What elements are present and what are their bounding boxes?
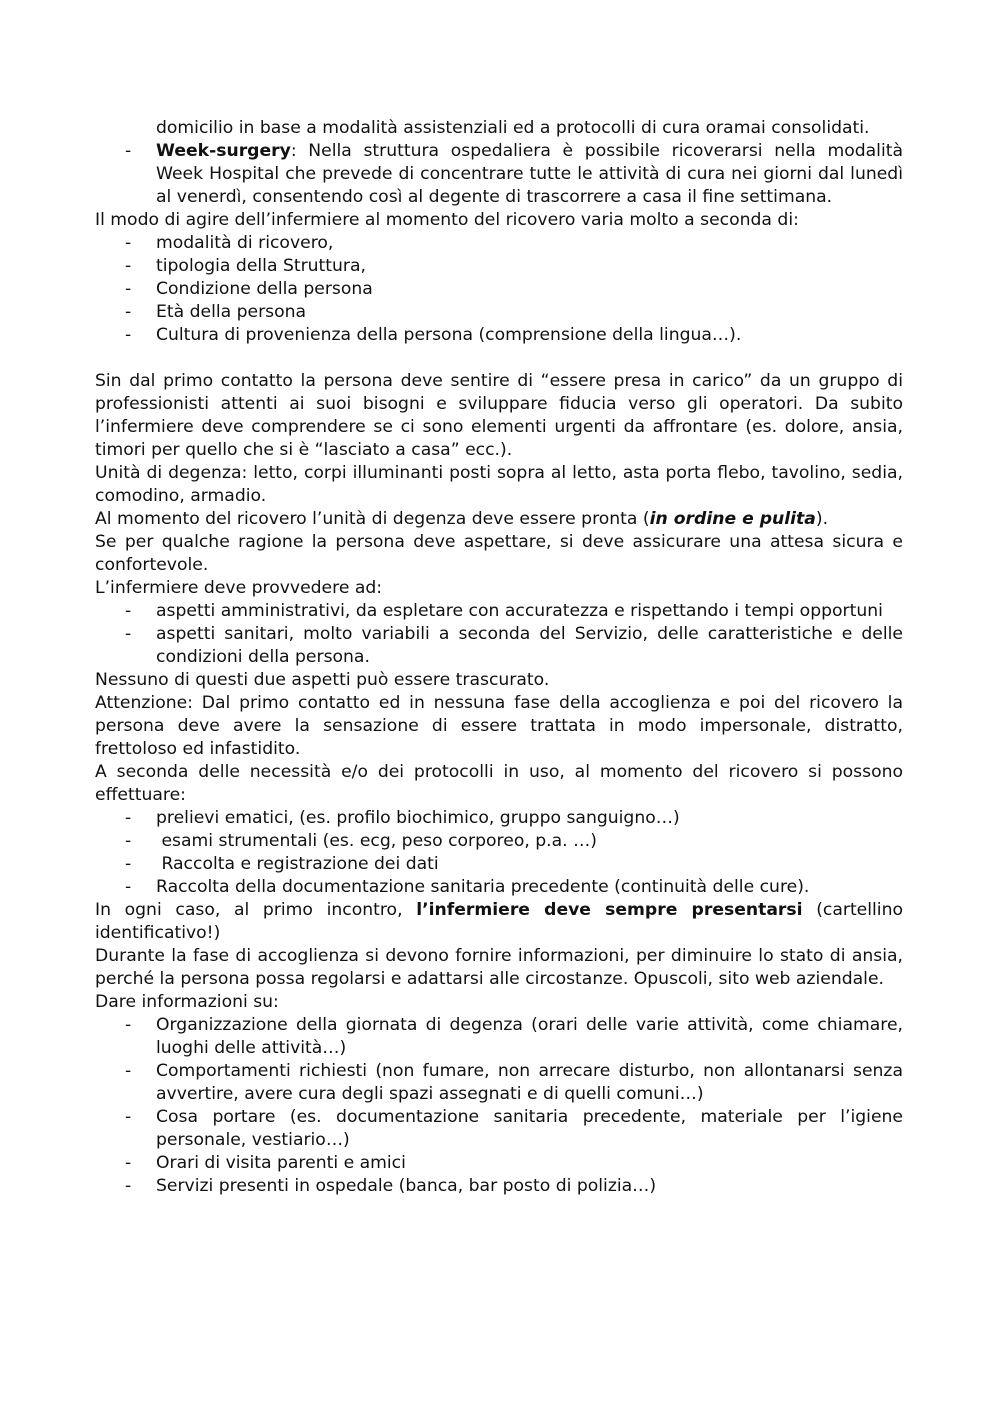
list-item-text: Cosa portare (es. documentazione sanitaria precedente, materiale per l’igiene personale, vestiario…) — [156, 1107, 903, 1150]
list-item-text: Età della persona — [156, 302, 307, 322]
paragraph-seconda: A seconda delle necessità e/o dei protocolli in uso, al momento del ricovero si possono effettuare: — [95, 762, 903, 805]
list-item — [95, 876, 903, 899]
blank-line — [95, 347, 903, 370]
list-dash: - — [125, 808, 132, 828]
list-dash: - — [125, 302, 132, 322]
list-item-continuation — [95, 117, 903, 140]
list-dash: - — [125, 1176, 132, 1196]
ogni-caso-after: (cartellino identificativo!) — [95, 900, 903, 943]
list-item-text: Organizzazione della giornata di degenza (orari delle varie attività, come chiamare, luoghi delle attività…) — [156, 1015, 903, 1058]
list-item-text: modalità di ricovero, — [156, 233, 334, 253]
paragraph-nessuno: Nessuno di questi due aspetti può essere trascurato. — [95, 670, 550, 690]
paragraph-sin-dal: Sin dal primo contatto la persona deve sentire di “essere presa in carico” da un gruppo di professionisti attenti ai suoi bisogni e sviluppare fiducia verso gli operatori. Da subito l’infermiere deve comprendere se ci sono elementi urgenti da affrontare (es. dolore, ansia, timori per quello che si è “lasciato a casa” ecc.). — [95, 371, 903, 460]
list-item-text: aspetti sanitari, molto variabili a seconda del Servizio, delle caratteristiche e delle condizioni della persona. — [156, 624, 903, 667]
paragraph-modo-intro: Il modo di agire dell’infermiere al momento del ricovero varia molto a seconda di: — [95, 210, 799, 230]
list-dash: - — [125, 1107, 132, 1127]
paragraph-ogni-caso — [95, 899, 903, 945]
list-dash: - — [125, 325, 132, 345]
list-dash: - — [125, 233, 132, 253]
paragraph-attesa: Se per qualche ragione la persona deve aspettare, si deve assicurare una attesa sicura e confortevole. — [95, 532, 903, 575]
week-surgery-text: : Nella struttura ospedaliera è possibile ricoverarsi nella modalità Week Hospital che prevede di concentrare tutte le attività di cura nei giorni dal lunedì al venerdì, consentendo così al degente di trascorrere a casa il fine settimana. — [156, 141, 903, 207]
list-item-text: Raccolta della documentazione sanitaria precedente (continuità delle cure). — [156, 877, 810, 897]
list-item — [95, 1152, 903, 1175]
paragraph-durante: Durante la fase di accoglienza si devono fornire informazioni, per diminuire lo stato di ansia, perché la persona possa regolarsi e adattarsi alle circostanze. Opuscoli, sito web aziendale. — [95, 946, 903, 989]
list-dash: - — [125, 624, 132, 644]
list-item-text: tipologia della Struttura, — [156, 256, 366, 276]
list-item — [95, 600, 903, 623]
list-item — [95, 853, 903, 876]
paragraph-dare-intro: Dare informazioni su: — [95, 992, 279, 1012]
list-item-text: Servizi presenti in ospedale (banca, bar posto di polizia…) — [156, 1176, 657, 1196]
list-item-text: Orari di visita parenti e amici — [156, 1153, 406, 1173]
list-item-text: Raccolta e registrazione dei dati — [156, 854, 439, 874]
list-dash: - — [125, 601, 132, 621]
list-dash: - — [125, 256, 132, 276]
list-item-text: aspetti amministrativi, da espletare con accuratezza e rispettando i tempi opportuni — [156, 601, 883, 621]
list-dash: - — [125, 1061, 132, 1081]
list-dash: - — [125, 141, 132, 161]
list-item — [95, 232, 903, 255]
ogni-caso-bold: l’infermiere deve sempre presentarsi — [416, 900, 803, 920]
document-page — [95, 117, 903, 1198]
list-item — [95, 324, 903, 347]
list-item-text: Comportamenti richiesti (non fumare, non arrecare disturbo, non allontanarsi senza avvertire, avere cura degli spazi assegnati e di quelli comuni…) — [156, 1061, 903, 1104]
week-surgery-term: Week-surgery — [156, 141, 291, 161]
list-item — [95, 1175, 903, 1198]
list-item — [95, 301, 903, 324]
paragraph-attenzione: Attenzione: Dal primo contatto ed in nessuna fase della accoglienza e poi del ricovero la persona deve avere la sensazione di essere trattata in modo impersonale, distratto, frettoloso ed infastidito. — [95, 693, 903, 759]
paragraph-unita: Unità di degenza: letto, corpi illuminanti posti sopra al letto, asta porta flebo, tavolino, sedia, comodino, armadio. — [95, 463, 903, 506]
momento-emphasis: in ordine e pulita — [649, 509, 816, 529]
list-item — [95, 623, 903, 669]
ogni-caso-before: In ogni caso, al primo incontro, — [95, 900, 417, 920]
list-item-text: Cultura di provenienza della persona (comprensione della lingua…). — [156, 325, 742, 345]
list-item — [95, 255, 903, 278]
list-item-text: domicilio in base a modalità assistenziali ed a protocolli di cura oramai consolidati. — [156, 118, 870, 138]
list-item — [95, 830, 903, 853]
list-item-text: esami strumentali (es. ecg, peso corporeo, p.a. …) — [156, 831, 597, 851]
list-dash: - — [125, 1153, 132, 1173]
momento-after: ). — [815, 509, 829, 529]
list-item — [95, 1014, 903, 1060]
list-dash: - — [125, 279, 132, 299]
paragraph-provvedere-intro: L’infermiere deve provvedere ad: — [95, 578, 383, 598]
list-item — [95, 807, 903, 830]
list-item — [95, 1060, 903, 1106]
momento-before: Al momento del ricovero l’unità di degenza deve essere pronta ( — [95, 509, 650, 529]
list-item-week-surgery — [95, 140, 903, 209]
list-dash: - — [125, 1015, 132, 1035]
list-item — [95, 278, 903, 301]
list-dash: - — [125, 854, 132, 874]
list-dash: - — [125, 877, 132, 897]
paragraph-momento — [95, 508, 903, 531]
list-dash: - — [125, 831, 132, 851]
list-item — [95, 1106, 903, 1152]
list-item-text: Condizione della persona — [156, 279, 373, 299]
list-item-text: prelievi ematici, (es. profilo biochimico, gruppo sanguigno…) — [156, 808, 680, 828]
